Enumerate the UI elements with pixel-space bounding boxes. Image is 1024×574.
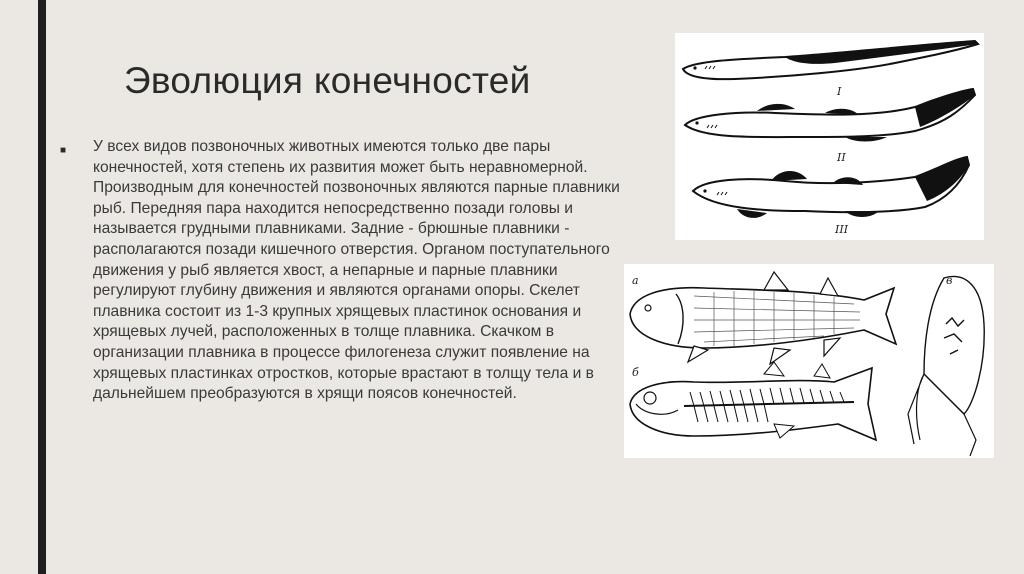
figure-label-1: I	[837, 85, 842, 98]
figure-label-2: II	[837, 151, 846, 164]
figure-label-b: б	[632, 366, 639, 379]
fin-skeleton-drawing	[624, 264, 994, 458]
fin-detail-drawing	[908, 277, 984, 456]
fish-evolution-figure	[675, 33, 984, 240]
fish-drawing-1	[683, 41, 978, 79]
fin-skeleton-figure	[624, 264, 994, 458]
lobe-finned-fish-drawing	[630, 272, 896, 364]
fish-drawing-3	[693, 157, 969, 218]
slide-title: Эволюция конечностей	[124, 60, 531, 101]
left-accent-bar	[38, 0, 46, 574]
fish-evolution-drawing	[675, 33, 984, 240]
bullet-square-icon: ■	[60, 145, 67, 156]
fish-skeleton-drawing	[630, 362, 876, 440]
fish-drawing-2	[685, 89, 975, 142]
figure-label-a: а	[632, 274, 639, 287]
figure-label-3: III	[835, 223, 849, 236]
slide-body-text: У всех видов позвоночных животных имеются только две пары конечностей, хотя степень их развития может быть неравномерной. Производным для конечностей позвоночных являются парные плавники рыб. Передняя пара находится непосредственно позади головы и называется грудными плавниками. Задние - брюшные плавники - располагаются позади кишечного отверстия. Органом поступательного движения у рыб является хвост, а непарные и парные плавники регулируют глубину движения и являются органами опоры. Скелет плавника состоит из 1-3 крупных хрящевых пластинок основания и хрящевых лучей, расположенных в толще плавника. Скачком в организации плавника в процессе филогенеза служит появление на хрящевых пластинках отростков, которые врастают в толщу тела и в дальнейшем преобразуются в хрящи поясов конечностей.	[93, 138, 620, 403]
figure-label-v: в	[946, 274, 953, 287]
